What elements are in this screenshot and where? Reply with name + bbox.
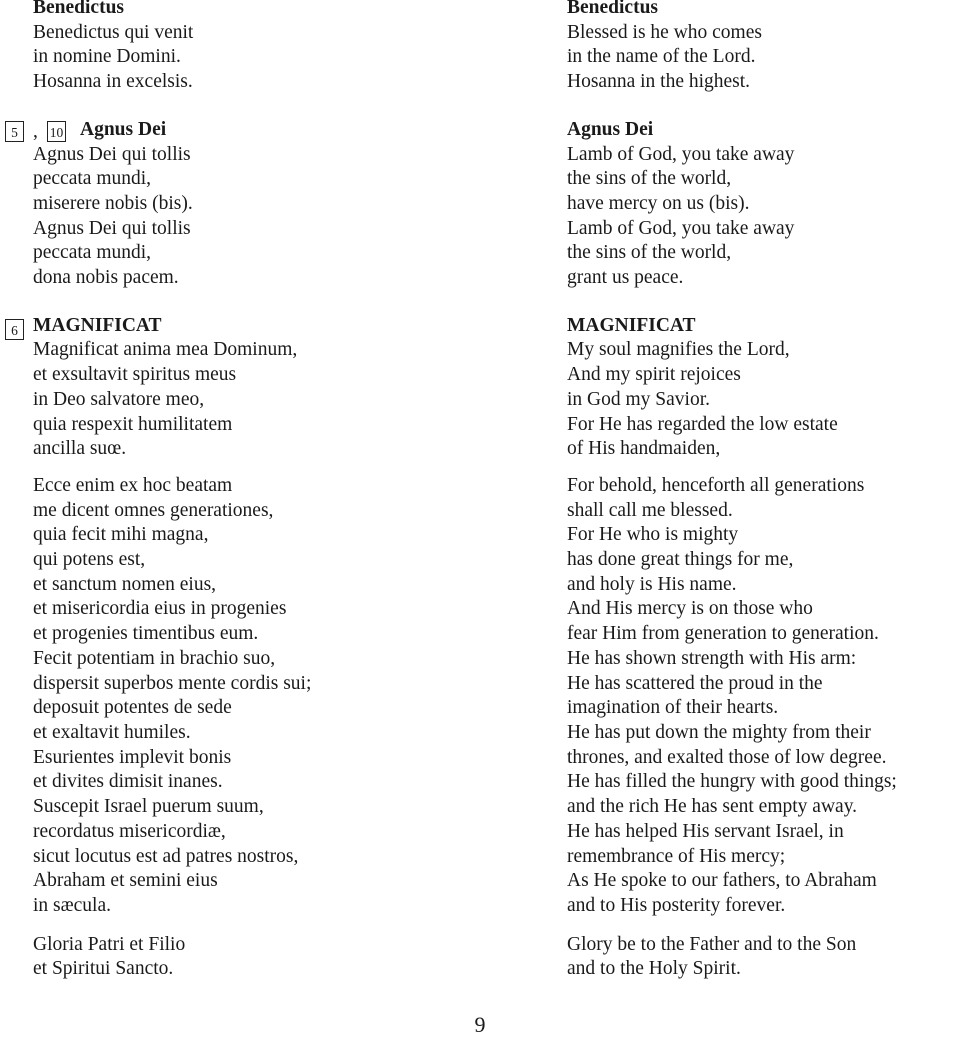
latin-agnus-line: dona nobis pacem. [33,267,179,289]
english-agnus-line: Lamb of God, you take away [567,217,795,239]
english-magnificat-line: remembrance of His mercy; [567,845,786,867]
english-magnificat-line: And His mercy is on those who [567,598,813,620]
page-number: 9 [474,1012,486,1037]
latin-magnificat-line: et sanctum nomen eius, [33,573,217,595]
section-marker-6: 6 [5,319,24,340]
latin-benedictus [33,0,513,95]
latin-magnificat-line: in Deo salvatore meo, [33,388,205,410]
english-benedictus-heading: Benedictus [567,0,659,18]
latin-agnus-line: Agnus Dei qui tollis [33,217,191,239]
latin-magnificat-line: et Spiritui Sancto. [33,958,174,980]
english-magnificat-line: For behold, henceforth all generations [567,474,865,496]
latin-magnificat-line: et exaltavit humiles. [33,721,191,743]
english-magnificat-line: Glory be to the Father and to the Son [567,933,857,955]
latin-column [33,0,513,982]
english-magnificat-line: For He has regarded the low estate [567,413,838,435]
latin-magnificat-line: Suscepit Israel puerum suum, [33,796,264,818]
english-magnificat-line: He has shown strength with His arm: [567,647,857,669]
english-magnificat-line: He has put down the mighty from their [567,721,871,743]
latin-magnificat-line: quia respexit humilitatem [33,413,233,435]
latin-magnificat-line: Ecce enim ex hoc beatam [33,474,233,496]
english-magnificat-stanza-3 [567,933,960,982]
english-agnus-line: the sins of the world, [567,242,732,264]
latin-magnificat-line: Fecit potentiam in brachio suo, [33,647,276,669]
latin-magnificat-line: sicut locutus est ad patres nostros, [33,845,299,867]
english-agnus-heading: Agnus Dei [567,118,654,140]
english-magnificat-line: As He spoke to our fathers, to Abraham [567,870,877,892]
latin-magnificat-line: me dicent omnes generationes, [33,499,274,521]
english-agnus-dei [567,118,960,291]
latin-magnificat-line: recordatus misericordiæ, [33,820,226,842]
english-magnificat-line: has done great things for me, [567,549,794,571]
english-column [567,0,960,982]
english-magnificat-line: of His handmaiden, [567,438,721,460]
english-magnificat-heading: MAGNIFICAT [567,314,696,336]
latin-magnificat-line: Abraham et semini eius [33,870,218,892]
latin-magnificat-line: et divites dimisit inanes. [33,771,223,793]
english-magnificat-line: He has helped His servant Israel, in [567,820,844,842]
section-marker-10: 10 [47,121,66,142]
english-magnificat-line: thrones, and exalted those of low degree. [567,746,887,768]
section-marker-5: 5 [5,121,24,142]
english-magnificat-line: shall call me blessed. [567,499,733,521]
marker-separator: , [33,121,38,142]
latin-magnificat-line: Esurientes implevit bonis [33,746,232,768]
english-magnificat-line: and the rich He has sent empty away. [567,796,858,818]
latin-magnificat-line: et misericordia eius in progenies [33,598,287,620]
english-magnificat-line: fear Him from generation to generation. [567,623,879,645]
latin-magnificat-line: ancilla suœ. [33,438,127,460]
english-agnus-line: have mercy on us (bis). [567,192,750,214]
english-magnificat-line: in God my Savior. [567,388,711,410]
latin-magnificat-line: in sæcula. [33,894,111,916]
latin-benedictus-line: Benedictus qui venit [33,21,194,43]
english-magnificat-stanza-2 [567,474,960,919]
latin-agnus-line: peccata mundi, [33,242,152,264]
english-agnus-line: the sins of the world, [567,168,732,190]
latin-magnificat [33,314,513,982]
latin-magnificat-line: deposuit potentes de sede [33,697,232,719]
latin-magnificat-line: Magnificat anima mea Dominum, [33,339,298,361]
english-magnificat-line: and to His posterity forever. [567,894,786,916]
english-magnificat-line: imagination of their hearts. [567,697,779,719]
latin-magnificat-line: dispersit superbos mente cordis sui; [33,672,312,694]
latin-magnificat-stanza-3 [33,933,513,982]
latin-magnificat-line: quia fecit mihi magna, [33,524,209,546]
english-benedictus-line: Blessed is he who comes [567,21,762,43]
latin-magnificat-line: qui potens est, [33,549,146,571]
english-agnus-line: grant us peace. [567,267,684,289]
english-agnus-line: Lamb of God, you take away [567,143,795,165]
english-magnificat-line: and to the Holy Spirit. [567,958,741,980]
english-benedictus-line: Hosanna in the highest. [567,71,751,93]
english-magnificat-stanza-1 [567,338,960,462]
latin-agnus-dei [33,118,513,291]
latin-magnificat-stanza-1 [33,338,513,462]
latin-magnificat-line: et exsultavit spiritus meus [33,364,237,386]
english-benedictus-line: in the name of the Lord. [567,46,756,68]
latin-benedictus-line: Hosanna in excelsis. [33,71,193,93]
english-magnificat-line: And my spirit rejoices [567,364,741,386]
english-magnificat-line: For He who is mighty [567,524,739,546]
latin-agnus-line: Agnus Dei qui tollis [33,143,191,165]
english-magnificat-line: He has scattered the proud in the [567,672,823,694]
english-magnificat [567,314,960,982]
english-benedictus [567,0,960,95]
latin-magnificat-line: Gloria Patri et Filio [33,933,186,955]
latin-magnificat-stanza-2 [33,474,513,919]
english-magnificat-line: and holy is His name. [567,573,737,595]
latin-agnus-line: miserere nobis (bis). [33,192,193,214]
latin-benedictus-line: in nomine Domini. [33,46,181,68]
latin-agnus-line: peccata mundi, [33,168,152,190]
latin-agnus-heading: Agnus Dei [80,118,167,140]
english-magnificat-line: He has filled the hungry with good things; [567,771,897,793]
english-magnificat-line: My soul magnifies the Lord, [567,339,790,361]
latin-benedictus-heading: Benedictus [33,0,125,18]
latin-magnificat-line: et progenies timentibus eum. [33,623,259,645]
latin-magnificat-heading: MAGNIFICAT [33,314,162,336]
